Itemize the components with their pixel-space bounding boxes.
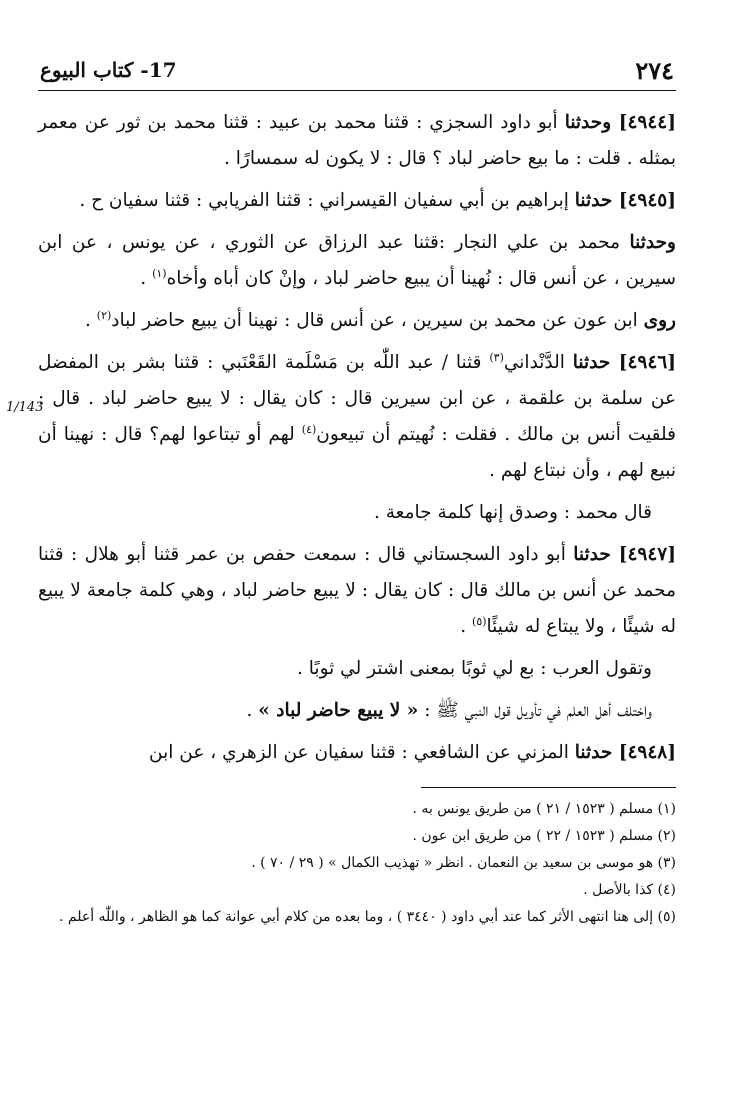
- comment-line: [38, 495, 676, 531]
- footnote-marker: (١): [152, 266, 167, 280]
- hadith-text: إبراهيم بن أبي سفيان القيسراني : قثنا الفريابي : قثنا سفيان ح .: [79, 190, 575, 211]
- footnotes: [38, 796, 676, 931]
- hadith-text: محمد بن علي النجار :قثنا عبد الرزاق عن الثوري ، عن يونس ، عن ابن سيرين ، عن أنس قال : نُهينا أن يبيع حاضر لباد ، وإنْ كان أباه وأخاه: [38, 232, 676, 289]
- comment-text: قال محمد : وصدق إنها كلمة جامعة .: [374, 502, 652, 523]
- hadith-4944: [38, 105, 676, 177]
- hadith-tail: قثنا / عبد اللّٰه بن مَسْلَمة القَعْنَبي : قثنا بشر بن المفضل عن سلمة بن علقمة ، عن ابن سيرين قال : كان يقال : لا يبيع حاضر لباد . قال : فلقيت أنس بن مالك . فقلت : نُهيتم أن تبيعون: [38, 352, 676, 445]
- hadith-lead: [٤٩٤٥] حدثنا: [574, 190, 676, 211]
- comment-text: وتقول العرب : بع لي ثوبًا بمعنى اشتر لي ثوبًا .: [297, 658, 652, 679]
- footnote-marker: (٣): [489, 350, 504, 364]
- hadith-4947: [38, 537, 676, 645]
- manuscript-margin-ref: 1/143: [6, 400, 44, 415]
- comment-text: واختلف أهل العلم في تأويل قول النبي ﷺ :: [418, 700, 652, 721]
- hadith-text: المزني عن الشافعي : قثنا سفيان عن الزهري ، عن ابن: [149, 742, 575, 763]
- hadith-lead: [٤٩٤٤] وحدثنا: [564, 112, 676, 133]
- hadith-lead: [٤٩٤٧] حدثنا: [573, 544, 676, 565]
- hadith-tail: .: [140, 268, 153, 289]
- page-number: ٢٧٤: [635, 56, 674, 85]
- hadith-4945-c: [38, 303, 676, 339]
- footnote-marker: (٢): [96, 308, 112, 322]
- footnote: (١) مسلم ( ١٥٢٣ / ٢١ ) من طريق يونس به .: [412, 801, 676, 817]
- hadith-lead: وحدثنا: [629, 232, 676, 253]
- hadith-lead: [٤٩٤٨] حدثنا: [574, 742, 676, 763]
- hadith-4948: [38, 735, 676, 771]
- hadith-4946: [38, 345, 676, 489]
- footnote-separator: [421, 787, 676, 788]
- footnote: (٢) مسلم ( ١٥٢٣ / ٢٢ ) من طريق ابن عون .: [412, 828, 676, 844]
- hadith-tail: لهم أو تبتاعوا لهم؟ قال : نهينا أن نبيع لهم ، وأن نبتاع لهم .: [38, 424, 676, 481]
- hadith-lead: [٤٩٤٦] حدثنا: [572, 352, 677, 373]
- comment-tail: .: [246, 700, 259, 721]
- chapter-title: 17- كتاب البيوع: [40, 58, 177, 82]
- prophetic-quote: « لا يبيع حاضر لباد »: [258, 700, 419, 721]
- hadith-lead: روى: [643, 310, 676, 331]
- main-text: [38, 91, 676, 771]
- footnote: (٤) كذا بالأصل .: [583, 882, 676, 898]
- hadith-tail: .: [460, 616, 473, 637]
- hadith-4945: [38, 183, 676, 219]
- footnote: (٣) هو موسى بن سعيد بن النعمان . انظر « تهذيب الكمال » ( ٢٩ / ٧٠ ) .: [251, 855, 676, 871]
- page-header: [38, 50, 676, 91]
- footnote-marker: (٤): [301, 422, 317, 436]
- hadith-4945-b: [38, 225, 676, 297]
- comment-line: [38, 693, 676, 729]
- page: [38, 50, 676, 931]
- comment-line: [38, 651, 676, 687]
- hadith-tail: .: [85, 310, 97, 331]
- footnote: (٥) إلى هنا انتهى الأثر كما عند أبي داود ( ٣٤٤٠ ) ، وما بعده من كلام أبي عوانة كما هو الظاهر ، واللّٰه أعلم .: [58, 909, 676, 925]
- hadith-text: أبو داود السجستاني قال : سمعت حفص بن عمر قثنا أبو هلال : قثنا محمد عن أنس بن مالك قال : كان يقال : لا يبيع حاضر لباد ، وهي كلمة جامعة لا يبيع له شيئًا ، ولا يبتاع له شيئًا: [38, 544, 676, 637]
- hadith-text: ابن عون عن محمد بن سيرين ، عن أنس قال : نهينا أن يبيع حاضر لباد: [111, 310, 644, 331]
- footnote-marker: (٥): [472, 614, 487, 628]
- hadith-text: أبو داود السجزي : قثنا محمد بن عبيد : قثنا محمد بن ثور عن معمر بمثله . قلت : ما بيع حاضر لباد ؟ قال : لا يكون له سمسارًا .: [38, 112, 676, 169]
- hadith-text: الدَّنْداني: [503, 352, 573, 373]
